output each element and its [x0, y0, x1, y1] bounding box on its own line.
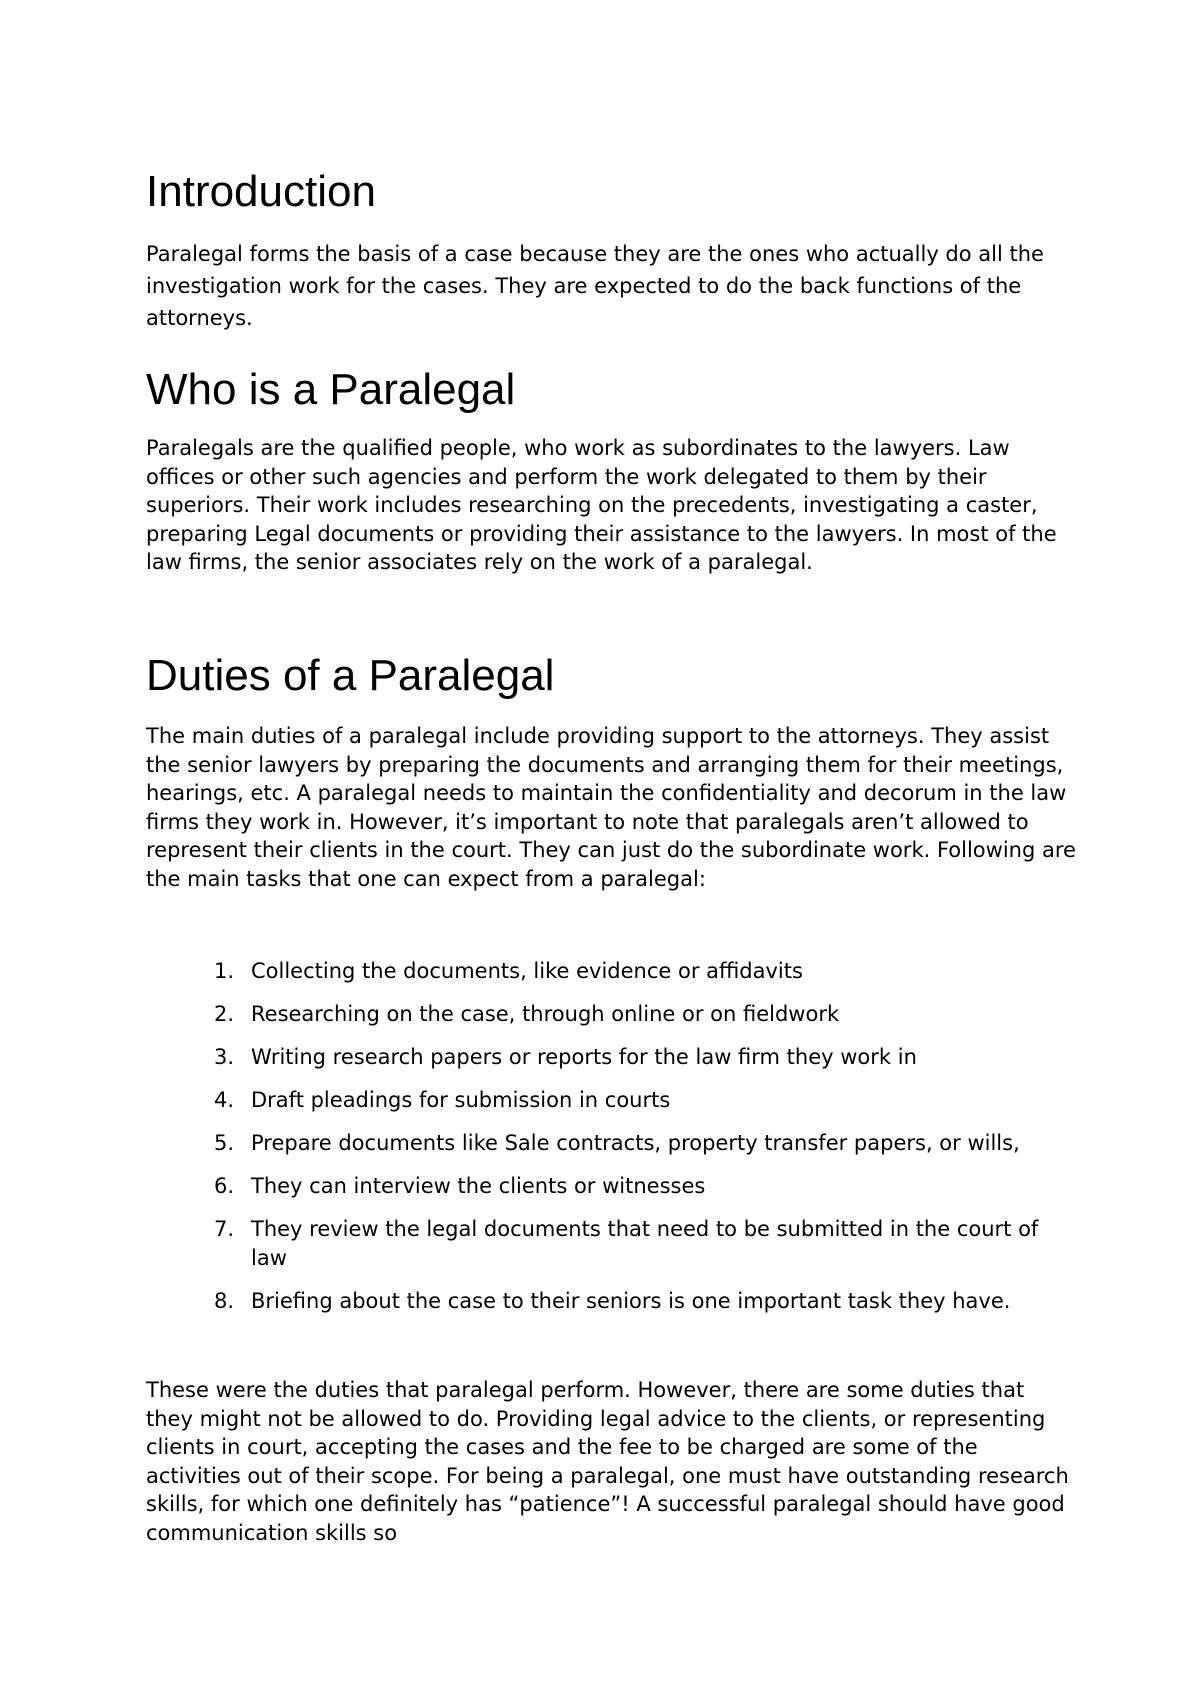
list-number: 3.: [214, 1045, 235, 1069]
heading-who-is-a-paralegal: Who is a Paralegal: [146, 365, 516, 414]
list-item-text: Collecting the documents, like evidence or affidavits: [251, 959, 803, 983]
list-item: [146, 1172, 1076, 1201]
paragraph-duties-of-a-paralegal: The main duties of a paralegal include providing support to the attorneys. They assist the senior lawyers by preparing the documents and arranging them for their meetings, hearings, etc. A paralegal needs to maintain the confidentiality and decorum in the law firms they work in. However, it’s important to note that paralegals aren’t allowed to represent their clients in the court. They can just do the subordinate work. Following are the main tasks that one can expect from a paralegal:: [146, 724, 1076, 891]
list-item-text: Writing research papers or reports for the law firm they work in: [251, 1045, 917, 1069]
list-item-text: They review the legal documents that need to be submitted in the court of law: [251, 1217, 1039, 1270]
list-item-text: They can interview the clients or witnesses: [251, 1174, 706, 1198]
list-number: 8.: [214, 1288, 235, 1313]
list-item-text: Briefing about the case to their seniors is one important task they have.: [251, 1288, 1011, 1313]
list-item: [146, 1086, 1076, 1115]
heading-duties-of-a-paralegal: Duties of a Paralegal: [146, 651, 555, 700]
list-number: 4.: [214, 1088, 235, 1112]
list-number: 5.: [214, 1131, 235, 1155]
list-number: 6.: [214, 1174, 235, 1198]
list-item: [146, 1129, 1076, 1158]
task-list: [146, 957, 1076, 1330]
list-item: [146, 1287, 1076, 1316]
list-item: [146, 1215, 1076, 1272]
paragraph-who-is-a-paralegal: Paralegals are the qualified people, who work as subordinates to the lawyers. Law offices or other such agencies and perform the work delegated to them by their superiors. Their work includes researching on the precedents, investigating a caster, preparing Legal documents or providing their assistance to the lawyers. In most of the law firms, the senior associates rely on the work of a paralegal.: [146, 436, 1057, 574]
list-item: [146, 1043, 1076, 1072]
list-number: 2.: [214, 1002, 235, 1026]
list-item-text: Prepare documents like Sale contracts, property transfer papers, or wills,: [251, 1131, 1020, 1155]
paragraph-closing: These were the duties that paralegal perform. However, there are some duties that they might not be allowed to do. Providing legal advice to the clients, or representing clients in court, accepting the cases and the fee to be charged are some of the activities out of their scope. For being a paralegal, one must have outstanding research skills, for which one definitely has “patience”! A successful paralegal should have good communication skills so: [146, 1378, 1069, 1545]
list-item-text: Draft pleadings for submission in courts: [251, 1088, 671, 1112]
list-number: 1.: [214, 959, 235, 983]
list-item: [146, 957, 1076, 986]
list-item-text: Researching on the case, through online or on fieldwork: [251, 1002, 840, 1026]
list-item: [146, 1000, 1076, 1029]
list-number: 7.: [214, 1217, 235, 1241]
heading-introduction: Introduction: [146, 167, 376, 216]
paragraph-introduction: Paralegal forms the basis of a case because they are the ones who actually do all the investigation work for the cases. They are expected to do the back functions of the attorneys.: [146, 242, 1044, 330]
